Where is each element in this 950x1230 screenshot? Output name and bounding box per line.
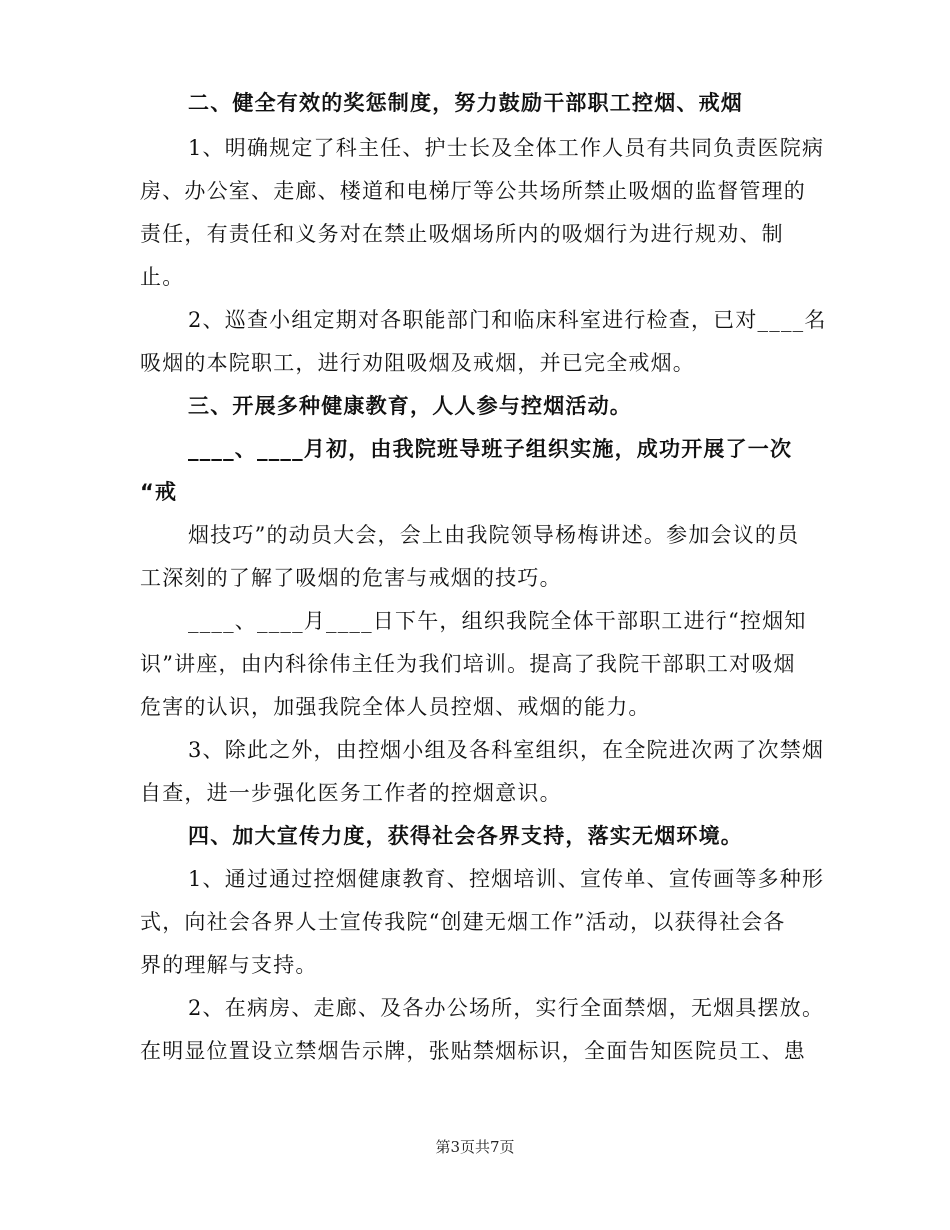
paragraph-line: “戒: [140, 480, 178, 504]
paragraph-line: 1、明确规定了科主任、护士长及全体工作人员有共同负责医院病: [188, 136, 825, 160]
paragraph-line: 危害的认识，加强我院全体人员控烟、戒烟的能力。: [140, 695, 651, 719]
paragraph-line: 3、除此之外，由控烟小组及各科室组织，在全院进次两了次禁烟: [188, 738, 825, 762]
paragraph-line: 房、办公室、走廊、楼道和电梯厅等公共场所禁止吸烟的监督管理的: [140, 179, 806, 203]
paragraph-line: ____、____月____日下午，组织我院全体干部职工进行“控烟知: [188, 609, 807, 633]
heading-section-3: 三、开展多种健康教育，人人参与控烟活动。: [188, 394, 632, 418]
paragraph-line: 式，向社会各界人士宣传我院“创建无烟工作”活动，以获得社会各: [140, 910, 786, 934]
paragraph-line: 在明显位置设立禁烟告示牌，张贴禁烟标识，全面告知医院员工、患: [140, 1039, 806, 1063]
heading-section-4: 四、加大宣传力度，获得社会各界支持，落实无烟环境。: [188, 824, 743, 848]
paragraph-line: 1、通过通过控烟健康教育、控烟培训、宣传单、宣传画等多种形: [188, 867, 825, 891]
paragraph-line: 自查，进一步强化医务工作者的控烟意识。: [140, 781, 562, 805]
paragraph-line: 工深刻的了解了吸烟的危害与戒烟的技巧。: [140, 566, 562, 590]
paragraph-line: ____、____月初，由我院班导班子组织实施，成功开展了一次: [188, 437, 793, 461]
paragraph-line: 界的理解与支持。: [140, 953, 318, 977]
paragraph-line: 责任，有责任和义务对在禁止吸烟场所内的吸烟行为进行规劝、制: [140, 222, 784, 246]
paragraph-line: 2、在病房、走廊、及各办公场所，实行全面禁烟，无烟具摆放。: [188, 996, 825, 1020]
paragraph-line: 止。: [140, 265, 185, 289]
paragraph-line: 吸烟的本院职工，进行劝阻吸烟及戒烟，并已完全戒烟。: [140, 351, 695, 375]
heading-section-2: 二、健全有效的奖惩制度，努力鼓励干部职工控烟、戒烟: [188, 91, 743, 115]
page-footer: 第3页共7页: [435, 1138, 515, 1156]
paragraph-line: 烟技巧”的动员大会，会上由我院领导杨梅讲述。参加会议的员: [188, 523, 800, 547]
paragraph-line: 识”讲座，由内科徐伟主任为我们培训。提高了我院干部职工对吸烟: [140, 652, 796, 676]
paragraph-line: 2、巡查小组定期对各职能部门和临床科室进行检查，已对____名: [188, 308, 827, 332]
